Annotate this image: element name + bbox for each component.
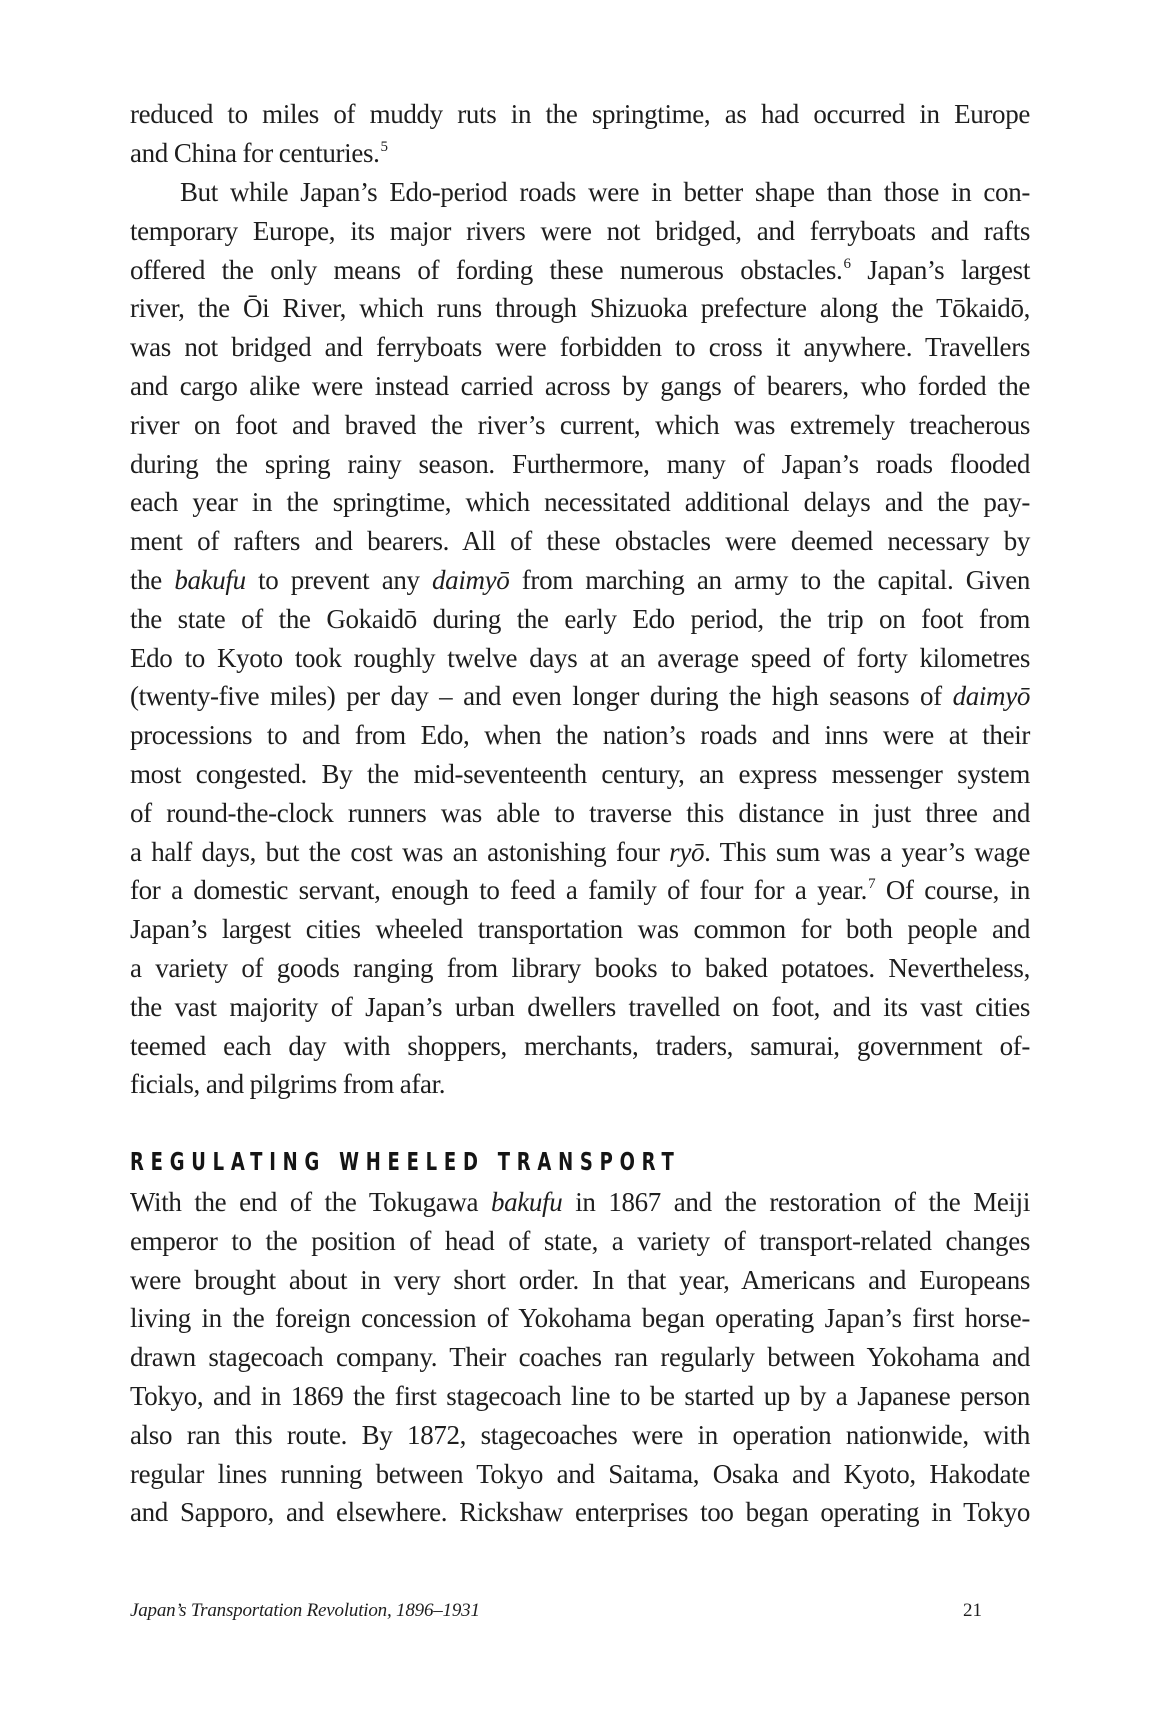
- text-run: the: [130, 564, 175, 595]
- text-run: drawn stagecoach company. Their coaches ran regularly between Yokohama and: [130, 1342, 1030, 1373]
- text-line: [130, 173, 1030, 212]
- text-line: [130, 561, 1030, 600]
- text-line: [130, 755, 1030, 794]
- text-line: [130, 600, 1030, 639]
- italic-term: bakufu: [174, 564, 246, 595]
- text-line: [130, 1065, 1030, 1104]
- text-line: [130, 1027, 1030, 1066]
- text-line: [130, 522, 1030, 561]
- text-run: offered the only means of fording these numerous obstacles.: [130, 254, 843, 285]
- text-run: reduced to miles of muddy ruts in the springtime, as had occurred in Europe: [130, 99, 1030, 129]
- text-line: [130, 328, 1030, 367]
- running-title: Japan’s Transportation Revolution, 1896–1931: [130, 1600, 480, 1621]
- text-run: a variety of goods ranging from library books to baked potatoes. Nevertheless,: [130, 952, 1030, 983]
- text-run: and Sapporo, and elsewhere. Rickshaw enterprises too began operating in Tokyo: [130, 1497, 1030, 1528]
- text-line: [130, 1261, 1030, 1300]
- page-number: 21: [963, 1600, 982, 1621]
- text-line: [130, 1222, 1030, 1261]
- text-line: [130, 988, 1030, 1027]
- text-run: for a domestic servant, enough to feed a family of four for a year.: [130, 875, 868, 906]
- text-run: processions to and from Edo, when the nation’s roads and inns were at their: [130, 720, 1030, 751]
- text-run: But while Japan’s Edo-period roads were in better shape than those in con-: [180, 177, 1030, 207]
- paragraph-2: [130, 173, 1030, 1104]
- text-run: the vast majority of Japan’s urban dwellers travelled on foot, and its vast cities: [130, 991, 1030, 1022]
- text-line: [130, 1183, 1030, 1222]
- text-line: [130, 212, 1030, 251]
- text-run: ment of rafters and bearers. All of these obstacles were deemed necessary by: [130, 526, 1030, 557]
- text-line: [130, 639, 1030, 678]
- footnote-marker: 7: [868, 876, 876, 893]
- text-run: and cargo alike were instead carried across by gangs of bearers, who forded the: [130, 370, 1030, 401]
- section-heading: REGULATING WHEELED TRANSPORT: [130, 1147, 681, 1176]
- text-run: ficials, and pilgrims from afar.: [130, 1069, 446, 1100]
- footnote-marker: 5: [380, 138, 388, 155]
- text-run: was not bridged and ferryboats were forbidden to cross it anywhere. Travellers: [130, 332, 1030, 363]
- text-run: regular lines running between Tokyo and Saitama, Osaka and Kyoto, Hakodate: [130, 1458, 1030, 1489]
- text-run: Edo to Kyoto took roughly twelve days at an average speed of forty kilometres: [130, 642, 1030, 673]
- text-run: a half days, but the cost was an astonishing four: [130, 836, 670, 867]
- text-run: and China for centuries.: [130, 137, 380, 168]
- text-run: most congested. By the mid-seventeenth century, an express messenger system: [130, 758, 1030, 789]
- text-line: [130, 483, 1030, 522]
- text-run: Japan’s largest: [850, 254, 1030, 285]
- text-line: [130, 406, 1030, 445]
- text-line: [130, 910, 1030, 949]
- text-run: With the end of the Tokugawa: [130, 1187, 491, 1217]
- text-run: to prevent any: [245, 564, 433, 595]
- text-run: of round-the-clock runners was able to traverse this distance in just three and: [130, 797, 1030, 828]
- text-line: [130, 716, 1030, 755]
- text-line: [130, 1416, 1030, 1455]
- text-line: [130, 1299, 1030, 1338]
- paragraph-3: [130, 1183, 1030, 1532]
- text-line: [130, 134, 1030, 173]
- text-line: [130, 1377, 1030, 1416]
- text-run: in 1867 and the restoration of the Meiji: [562, 1187, 1030, 1217]
- text-line: [130, 1493, 1030, 1532]
- text-run: Japan’s largest cities wheeled transportation was common for both people and: [130, 914, 1030, 945]
- text-run: emperor to the position of head of state, a variety of transport-related changes: [130, 1225, 1030, 1256]
- text-line: [130, 367, 1030, 406]
- text-line: [130, 445, 1030, 484]
- text-run: Tokyo, and in 1869 the first stagecoach line to be started up by a Japanese person: [130, 1380, 1030, 1411]
- text-line: [130, 833, 1030, 872]
- text-line: [130, 251, 1030, 290]
- text-line: [130, 95, 1030, 134]
- text-line: [130, 289, 1030, 328]
- text-run: Of course, in: [875, 875, 1030, 906]
- text-run: each year in the springtime, which necessitated additional delays and the pay-: [130, 487, 1030, 518]
- text-line: [130, 794, 1030, 833]
- italic-term: bakufu: [490, 1187, 563, 1217]
- italic-term: daimyō: [952, 681, 1030, 712]
- footnote-marker: 6: [843, 255, 851, 272]
- italic-term: ryō: [669, 836, 705, 867]
- text-run: during the spring rainy season. Furthermore, many of Japan’s roads flooded: [130, 448, 1030, 479]
- text-run: the state of the Gokaidō during the early Edo period, the trip on foot from: [130, 603, 1030, 634]
- text-run: from marching an army to the capital. Given: [509, 564, 1030, 595]
- text-run: . This sum was a year’s wage: [704, 836, 1030, 867]
- paragraph-1: [130, 95, 1030, 173]
- text-run: also ran this route. By 1872, stagecoaches were in operation nationwide, with: [130, 1419, 1030, 1450]
- text-run: river, the Ōi River, which runs through Shizuoka prefecture along the Tōkaidō,: [130, 293, 1030, 324]
- text-line: [130, 1338, 1030, 1377]
- text-line: [130, 871, 1030, 910]
- text-line: [130, 677, 1030, 716]
- italic-term: daimyō: [432, 564, 510, 595]
- text-run: river on foot and braved the river’s current, which was extremely treacherous: [130, 409, 1030, 440]
- text-run: living in the foreign concession of Yokohama began operating Japan’s first horse-: [130, 1303, 1030, 1334]
- page-footer: [130, 1598, 982, 1624]
- text-line: [130, 1455, 1030, 1494]
- text-run: teemed each day with shoppers, merchants, traders, samurai, government of-: [130, 1030, 1030, 1061]
- text-run: were brought about in very short order. In that year, Americans and Europeans: [130, 1264, 1030, 1295]
- text-line: [130, 949, 1030, 988]
- text-run: (twenty-five miles) per day – and even longer during the high seasons of: [130, 681, 953, 712]
- text-run: temporary Europe, its major rivers were not bridged, and ferryboats and rafts: [130, 215, 1030, 246]
